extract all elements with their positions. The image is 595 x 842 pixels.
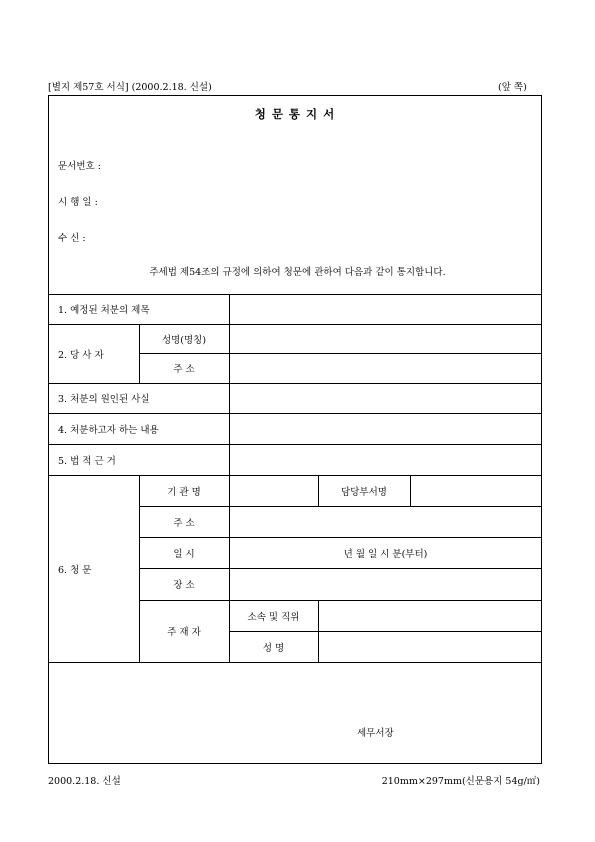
label-cause-facts: 3. 처분의 원인된 사실 [58,394,150,405]
label-officer-position: 소속 및 직위 [247,611,300,623]
page-side: (앞 쪽) [498,82,527,93]
label-legal-basis: 5. 법 적 근 거 [58,455,116,467]
col-line [318,600,319,662]
label-presiding-officer: 주 재 자 [167,627,201,638]
label-party-name: 성명(명칭) [161,334,207,346]
label-hearing-address: 주 소 [173,517,195,529]
label-hearing-place: 장 소 [173,580,195,591]
label-party: 2. 당 사 자 [58,349,104,361]
date-label: 시 행 일 : [58,197,98,208]
signature-tax-office-head: 세무서장 [357,728,394,739]
label-party-address: 주 소 [173,364,195,375]
col-line [410,475,411,506]
label-hearing-datetime: 일 시 [173,548,195,560]
row-line [48,662,542,663]
form-title: 청문통지서 [254,107,341,121]
footer-date: 2000.2.18. 신설 [48,776,121,787]
label-agency-name: 기 관 명 [167,486,201,498]
row-line [48,324,542,325]
label-disposition-content: 4. 처분하고자 하는 내용 [58,424,159,436]
label-department: 담당부서명 [341,486,387,498]
form-number: [별지 제57호 서식] (2000.2.18. 신설) [48,82,212,93]
label-officer-name: 성 명 [262,642,285,654]
col-line [229,294,230,475]
footer-paper-spec: 210mm×297mm(신문용지 54g/㎡) [381,776,540,787]
label-hearing: 6. 청 문 [58,564,92,576]
hearing-datetime-template: 년 월 일 시 분(부터) [343,548,428,560]
recipient-label: 수 신 : [58,233,86,244]
row-line [48,444,542,445]
doc-number-label: 문서번호 : [58,161,101,172]
label-disposition-title: 1. 예정된 처분의 제목 [58,305,150,316]
row-line [48,475,542,476]
intro-text: 주세법 제54조의 규정에 의하여 청문에 관하여 다음과 같이 통지합니다. [149,267,446,278]
